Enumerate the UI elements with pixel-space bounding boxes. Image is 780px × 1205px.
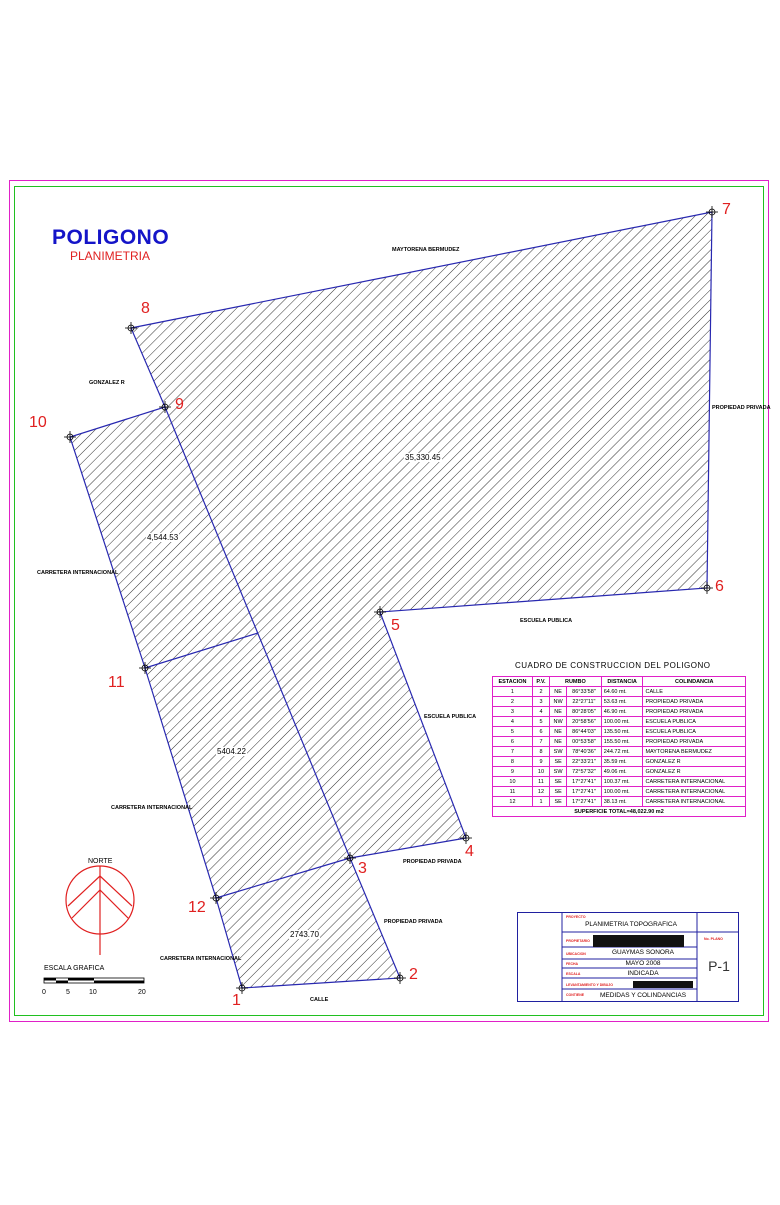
title-block	[517, 912, 739, 1002]
table-cell: ESCUELA PUBLICA	[643, 717, 746, 727]
redacted-surveyor	[633, 981, 693, 988]
table-header: ESTACION	[493, 677, 533, 687]
tb-fecha-label: FECHA	[566, 962, 579, 966]
table-row	[493, 707, 746, 717]
table-cell: 72°57'32"	[567, 767, 602, 777]
table-cell: 8	[493, 757, 533, 767]
tb-plano-label: No. PLANO	[704, 937, 723, 941]
table-row	[493, 757, 746, 767]
table-cell: 35.59 mt.	[601, 757, 643, 767]
table-cell: 100.00 mt.	[601, 717, 643, 727]
table-cell: SE	[550, 797, 567, 807]
table-cell: NW	[550, 697, 567, 707]
vertex-label-9: 9	[175, 396, 184, 413]
table-cell: 10	[532, 767, 549, 777]
vertex-label-11: 11	[108, 674, 125, 691]
area-label: 35,330.45	[405, 453, 441, 462]
scale-bar	[44, 978, 144, 983]
table-cell: PROPIEDAD PRIVADA	[643, 697, 746, 707]
vertex-label-1: 1	[232, 992, 241, 1009]
table-cell: 20°58'56"	[567, 717, 602, 727]
table-cell: 12	[532, 787, 549, 797]
tb-ubicacion: GUAYMAS SONORA	[611, 949, 674, 956]
tb-propietario-label: PROPIETARIO	[566, 939, 590, 943]
table-cell: 9	[493, 767, 533, 777]
table-row	[493, 787, 746, 797]
tb-contiene: MEDIDAS Y COLINDANCIAS	[599, 992, 687, 999]
table-row	[493, 697, 746, 707]
table-row	[493, 737, 746, 747]
table-row	[493, 747, 746, 757]
table-row	[493, 797, 746, 807]
table-cell: 22°27'11"	[567, 697, 602, 707]
table-cell: NE	[550, 707, 567, 717]
table-cell: 78°40'36"	[567, 747, 602, 757]
table-cell: 5	[532, 717, 549, 727]
area-label: 4,544.53	[147, 533, 179, 542]
table-header: COLINDANCIA	[643, 677, 746, 687]
polygon-outline	[70, 212, 712, 988]
superficie-total: SUPERFICIE TOTAL=48,022.90 m2	[493, 807, 746, 817]
table-cell: 17°27'41"	[567, 787, 602, 797]
table-cell: 135.50 mt.	[601, 727, 643, 737]
construction-table-title: CUADRO DE CONSTRUCCION DEL POLIGONO	[515, 661, 711, 670]
table-row	[493, 727, 746, 737]
vertex-label-5: 5	[391, 617, 400, 634]
table-cell: 17°27'41"	[567, 797, 602, 807]
boundary-label-carretera: CARRETERA INTERNACIONAL	[37, 570, 119, 576]
boundary-label-escuela: ESCUELA PUBLICA	[520, 618, 573, 624]
boundary-label-escuela: ESCUELA PUBLICA	[424, 714, 477, 720]
tb-ubicacion-label: UBICACION	[566, 952, 586, 956]
table-cell: 2	[493, 697, 533, 707]
table-cell: 9	[532, 757, 549, 767]
table-cell: GONZALEZ R	[643, 757, 746, 767]
table-cell: 86°33'58"	[567, 687, 602, 697]
area-label: 5404.22	[217, 747, 246, 756]
table-row	[493, 687, 746, 697]
boundary-label-calle: CALLE	[310, 997, 329, 1003]
table-cell: SE	[550, 787, 567, 797]
table-cell: 100.37 mt.	[601, 777, 643, 787]
table-cell: 7	[493, 747, 533, 757]
table-cell: 1	[493, 687, 533, 697]
table-cell: 22°33'21"	[567, 757, 602, 767]
table-cell: NE	[550, 687, 567, 697]
table-cell: 53.63 mt.	[601, 697, 643, 707]
tb-proyecto: PLANIMETRIA TOPOGRAFICA	[585, 921, 677, 928]
table-cell: 8	[532, 747, 549, 757]
table-cell: NE	[550, 727, 567, 737]
table-header: RUMBO	[550, 677, 602, 687]
table-cell: 86°44'03"	[567, 727, 602, 737]
table-cell: 6	[493, 737, 533, 747]
table-cell: CALLE	[643, 687, 746, 697]
page-title: POLIGONO	[52, 226, 170, 249]
table-cell: SW	[550, 747, 567, 757]
table-cell: 10	[493, 777, 533, 787]
tb-proyecto-label: PROYECTO	[566, 915, 586, 919]
table-cell: SE	[550, 757, 567, 767]
table-cell: 155.50 mt.	[601, 737, 643, 747]
table-total-row	[493, 807, 746, 817]
boundary-label-carretera: CARRETERA INTERNACIONAL	[111, 805, 193, 811]
scale-tick: 10	[89, 989, 97, 996]
vertex-label-4: 4	[465, 843, 474, 860]
table-cell: PROPIEDAD PRIVADA	[643, 707, 746, 717]
table-cell: 11	[532, 777, 549, 787]
table-cell: 4	[493, 717, 533, 727]
vertex-label-10: 10	[29, 414, 47, 431]
table-cell: 3	[532, 697, 549, 707]
scale-tick: 5	[66, 989, 70, 996]
vertex-label-3: 3	[358, 860, 367, 877]
table-cell: 80°28'05"	[567, 707, 602, 717]
construction-table	[492, 676, 746, 817]
north-arrow	[66, 866, 134, 955]
table-cell: NW	[550, 717, 567, 727]
boundary-label-top: MAYTORENA BERMUDEZ	[392, 247, 460, 253]
table-cell: 5	[493, 727, 533, 737]
tb-fecha: MAYO 2008	[625, 960, 661, 967]
table-row	[493, 717, 746, 727]
page-subtitle: PLANIMETRIA	[70, 249, 151, 263]
vertex-label-8: 8	[141, 300, 150, 317]
tb-levantamiento-label: LEVANTAMIENTO Y DIBUJO	[566, 983, 613, 987]
table-cell: CARRETERA INTERNACIONAL	[643, 787, 746, 797]
table-cell: 7	[532, 737, 549, 747]
table-cell: 100.00 mt.	[601, 787, 643, 797]
boundary-label-gonzalez: GONZALEZ R	[89, 380, 125, 386]
tb-plano: P-1	[708, 958, 730, 974]
table-cell: GONZALEZ R	[643, 767, 746, 777]
north-label: NORTE	[88, 858, 113, 865]
table-cell: 3	[493, 707, 533, 717]
table-cell: ESCUELA PUBLICA	[643, 727, 746, 737]
table-cell: 12	[493, 797, 533, 807]
tb-escala: INDICADA	[627, 970, 659, 977]
area-label: 2743.70	[290, 930, 319, 939]
table-cell: CARRETERA INTERNACIONAL	[643, 797, 746, 807]
table-cell: CARRETERA INTERNACIONAL	[643, 777, 746, 787]
table-cell: SW	[550, 767, 567, 777]
table-row	[493, 767, 746, 777]
table-cell: 1	[532, 797, 549, 807]
table-header: P.V.	[532, 677, 549, 687]
vertex-label-6: 6	[715, 578, 724, 595]
table-row	[493, 777, 746, 787]
boundary-label-right: PROPIEDAD PRIVADA	[712, 405, 771, 411]
table-cell: 38.13 mt.	[601, 797, 643, 807]
table-cell: 17°27'41"	[567, 777, 602, 787]
table-cell: 2	[532, 687, 549, 697]
table-cell: 244.72 mt.	[601, 747, 643, 757]
boundary-label-propiedad: PROPIEDAD PRIVADA	[384, 919, 443, 925]
tb-contiene-label: CONTIENE	[566, 993, 585, 997]
redacted-owner	[593, 935, 684, 947]
table-cell: 49.06 mt.	[601, 767, 643, 777]
tb-escala-label: ESCALA	[566, 972, 581, 976]
boundary-label-propiedad: PROPIEDAD PRIVADA	[403, 859, 462, 865]
table-cell: 11	[493, 787, 533, 797]
vertex-label-2: 2	[409, 966, 418, 983]
table-cell: SE	[550, 777, 567, 787]
boundary-label-carretera: CARRETERA INTERNACIONAL	[160, 956, 242, 962]
table-header: DISTANCIA	[601, 677, 643, 687]
scale-tick: 20	[138, 989, 146, 996]
vertex-label-7: 7	[722, 201, 731, 218]
table-cell: PROPIEDAD PRIVADA	[643, 737, 746, 747]
table-cell: 6	[532, 727, 549, 737]
table-cell: MAYTORENA BERMUDEZ	[643, 747, 746, 757]
scale-label: ESCALA GRAFICA	[44, 965, 105, 972]
table-cell: 00°53'58"	[567, 737, 602, 747]
scale-tick: 0	[42, 989, 46, 996]
table-cell: 4	[532, 707, 549, 717]
table-cell: 46.90 mt.	[601, 707, 643, 717]
vertex-label-12: 12	[188, 899, 206, 916]
table-cell: 64.60 mt.	[601, 687, 643, 697]
table-cell: NE	[550, 737, 567, 747]
